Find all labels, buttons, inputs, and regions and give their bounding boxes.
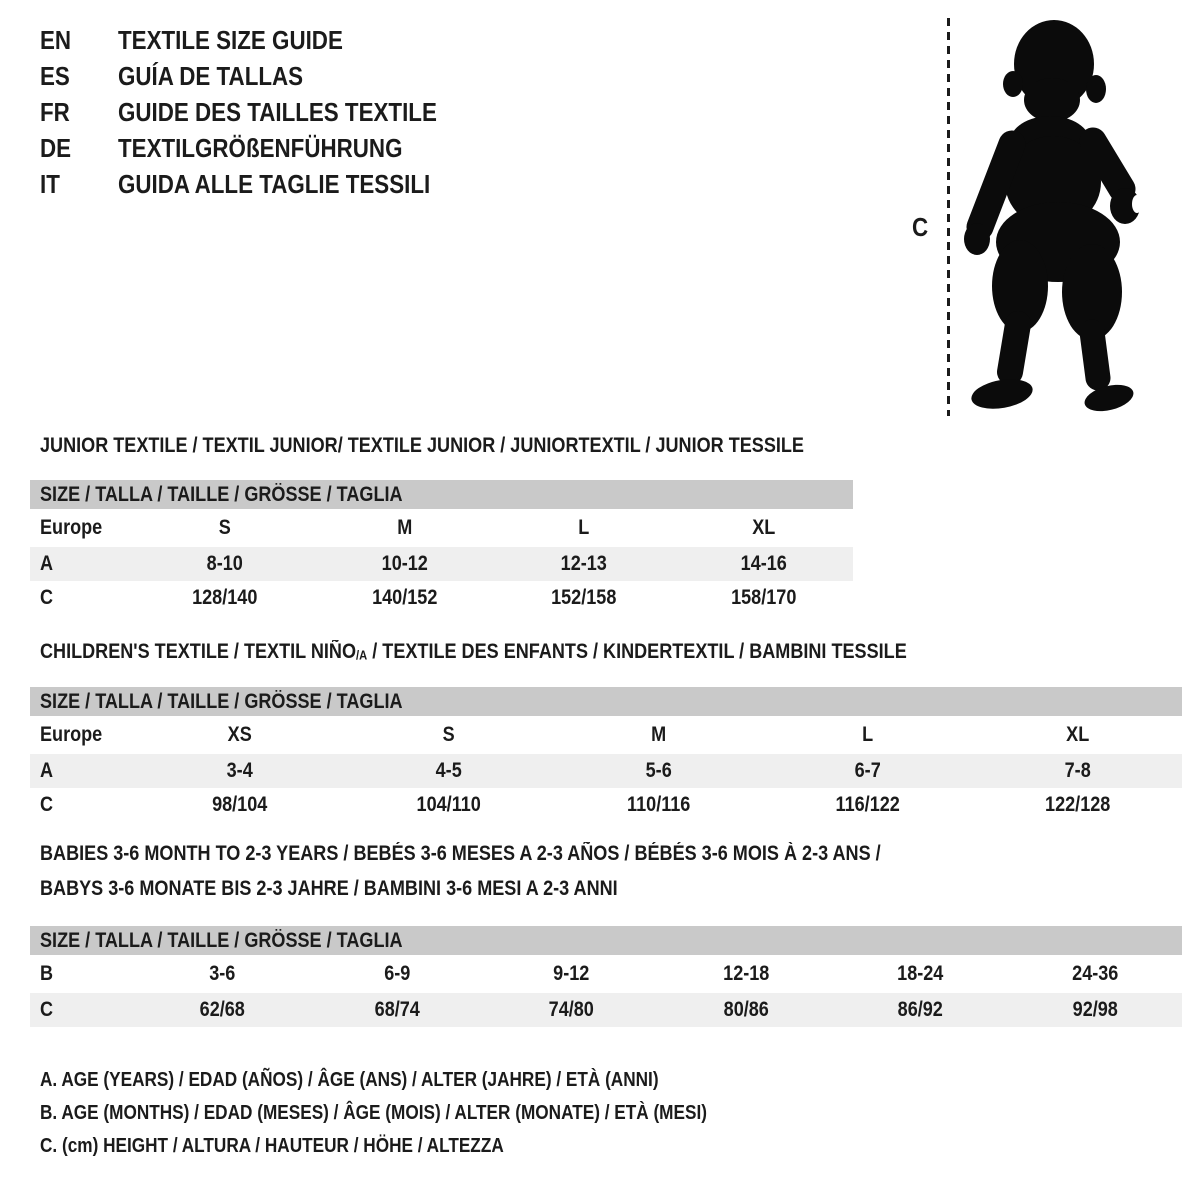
age-cell: 14-16 [740, 552, 787, 575]
row-label: C [40, 586, 54, 609]
lang-label-fr: GUIDE DES TAILLES TEXTILE [118, 96, 437, 127]
height-cell: 80/86 [723, 998, 769, 1021]
row-label: Europe [40, 723, 103, 746]
legend-line-age-months [40, 1097, 816, 1130]
legend-line-a-text: A. AGE (YEARS) / EDAD (AÑOS) / ÂGE (ANS) / ALTER (JAHRE) / ETÀ (ANNI) [40, 1069, 659, 1091]
lang-label-it: GUIDA ALLE TAGLIE TESSILI [118, 168, 431, 199]
babies-title-line2 [40, 871, 1018, 906]
months-cell: 6-9 [383, 962, 410, 985]
legend-line-age-years [40, 1064, 816, 1097]
age-cell: 5-6 [645, 759, 672, 782]
babies-title-line1-text: BABIES 3-6 MONTH TO 2-3 YEARS / BEBÉS 3-6 MESES A 2-3 AÑOS / BÉBÉS 3-6 MOIS À 2-3 ANS / [40, 841, 881, 865]
height-cell: 98/104 [212, 793, 268, 816]
months-cell: 24-36 [1071, 962, 1118, 985]
junior-size-table [30, 480, 853, 615]
lang-code-de: DE [40, 132, 72, 163]
lang-label-de: TEXTILGRÖßENFÜHRUNG [118, 132, 403, 163]
lang-row-de [40, 130, 489, 166]
junior-row-europe [30, 509, 853, 547]
junior-table-header [30, 480, 853, 509]
age-cell: 4-5 [436, 759, 463, 782]
months-cell: 9-12 [553, 962, 590, 985]
size-cell: XL [751, 516, 775, 539]
height-cell: 140/152 [371, 586, 437, 609]
junior-row-age [30, 547, 853, 581]
row-label: A [40, 759, 54, 782]
row-label: B [40, 962, 54, 985]
lang-label-es: GUÍA DE TALLAS [118, 60, 304, 91]
age-cell: 3-4 [226, 759, 253, 782]
row-label: C [40, 793, 54, 816]
babies-title-line2-text: BABYS 3-6 MONATE BIS 2-3 JAHRE / BAMBINI 3-6 MESI A 2-3 ANNI [40, 876, 618, 900]
height-cell: 74/80 [548, 998, 594, 1021]
children-section-title [40, 639, 1048, 665]
legend [40, 1064, 816, 1163]
lang-row-es [40, 58, 489, 94]
size-cell: S [218, 516, 231, 539]
months-cell: 18-24 [897, 962, 944, 985]
junior-title-text: JUNIOR TEXTILE / TEXTIL JUNIOR/ TEXTILE JUNIOR / JUNIORTEXTIL / JUNIOR TESSILE [40, 434, 804, 457]
height-cell: 158/170 [730, 586, 796, 609]
junior-section-title [40, 433, 928, 459]
junior-row-height [30, 581, 853, 615]
language-title-block [40, 22, 489, 202]
height-cell: 68/74 [374, 998, 420, 1021]
children-row-height [30, 788, 1182, 822]
age-cell: 8-10 [206, 552, 243, 575]
height-cell: 104/110 [416, 793, 482, 816]
lang-code-es: ES [40, 60, 70, 91]
height-measure-label [912, 212, 931, 243]
age-cell: 10-12 [381, 552, 428, 575]
height-measure-letter: C [912, 212, 929, 242]
babies-title-line1 [40, 836, 1018, 871]
height-cell: 116/122 [835, 793, 901, 816]
row-label: Europe [40, 516, 103, 539]
children-title-post: / TEXTILE DES ENFANTS / KINDERTEXTIL / BAMBINI TESSILE [367, 640, 907, 663]
size-header-text: SIZE / TALLA / TAILLE / GRÖSSE / TAGLIA [40, 928, 403, 952]
size-header-text: SIZE / TALLA / TAILLE / GRÖSSE / TAGLIA [40, 482, 403, 506]
months-cell: 12-18 [722, 962, 769, 985]
children-title-text [40, 640, 907, 664]
children-title-pre: CHILDREN'S TEXTILE / TEXTIL NIÑO [40, 640, 357, 663]
legend-line-b-text: B. AGE (MONTHS) / EDAD (MESES) / ÂGE (MOIS) / ALTER (MONATE) / ETÀ (MESI) [40, 1102, 707, 1124]
row-label: A [40, 552, 54, 575]
babies-table-header [30, 926, 1182, 955]
size-cell: XL [1065, 723, 1089, 746]
children-size-table [30, 687, 1182, 822]
size-cell: S [443, 723, 456, 746]
size-cell: M [396, 516, 412, 539]
months-cell: 3-6 [209, 962, 236, 985]
lang-row-en [40, 22, 489, 58]
children-title-subscript: /A [356, 647, 368, 663]
row-label: C [40, 998, 54, 1021]
lang-row-it [40, 166, 489, 202]
toddler-silhouette-icon [960, 14, 1145, 424]
children-row-europe [30, 716, 1182, 754]
babies-row-height [30, 993, 1182, 1027]
children-row-age [30, 754, 1182, 788]
lang-code-en: EN [40, 24, 72, 55]
size-cell: L [862, 723, 874, 746]
lang-code-it: IT [40, 168, 60, 199]
height-cell: 86/92 [897, 998, 943, 1021]
babies-size-table [30, 926, 1182, 1027]
height-cell: 152/158 [551, 586, 617, 609]
height-cell: 62/68 [199, 998, 245, 1021]
legend-line-c-text: C. (cm) HEIGHT / ALTURA / HAUTEUR / HÖHE / ALTEZZA [40, 1135, 504, 1157]
size-cell: L [578, 516, 590, 539]
size-cell: M [650, 723, 667, 746]
height-cell: 110/116 [626, 793, 691, 816]
legend-line-height-cm [40, 1130, 816, 1163]
height-measure-dashed-line [947, 18, 950, 416]
age-cell: 6-7 [854, 759, 881, 782]
height-cell: 92/98 [1072, 998, 1118, 1021]
size-cell: XS [227, 723, 252, 746]
lang-row-fr [40, 94, 489, 130]
height-cell: 128/140 [192, 586, 258, 609]
height-cell: 122/128 [1044, 793, 1110, 816]
babies-section-title [40, 836, 1018, 906]
age-cell: 7-8 [1064, 759, 1091, 782]
children-table-header [30, 687, 1182, 716]
babies-row-months [30, 955, 1182, 993]
size-header-text: SIZE / TALLA / TAILLE / GRÖSSE / TAGLIA [40, 689, 403, 713]
age-cell: 12-13 [560, 552, 607, 575]
lang-code-fr: FR [40, 96, 70, 127]
lang-label-en: TEXTILE SIZE GUIDE [118, 24, 343, 55]
